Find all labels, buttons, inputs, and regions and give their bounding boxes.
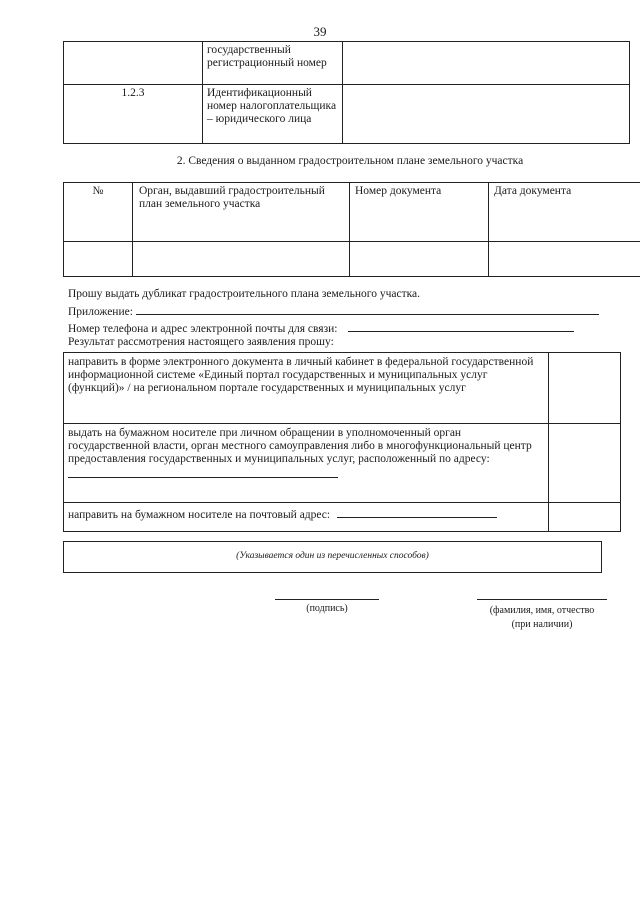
- row-number: 1.2.3: [64, 85, 203, 144]
- signature-label: (подпись): [306, 603, 348, 614]
- option-postal-text: направить на бумажном носителе на почтовый адрес:: [68, 509, 331, 521]
- cell-issuing-body[interactable]: [133, 242, 350, 277]
- attachment-label: Приложение:: [68, 306, 133, 318]
- page-number: 39: [313, 24, 327, 39]
- table-row: [64, 242, 640, 277]
- option-electronic-checkbox[interactable]: [549, 353, 621, 424]
- option-electronic-text: направить в форме электронного документа в личный кабинет в федеральной государственной информационной системе «Единый портал государственных и муниципальных услуг (функций)» / на региональном портале государственных и муниципальных услуг: [64, 353, 549, 424]
- row-label: государственный регистрационный номер: [203, 42, 343, 85]
- option-in-person-checkbox[interactable]: [549, 424, 621, 503]
- option-row: [64, 353, 621, 424]
- contacts-row: [68, 320, 574, 336]
- attachment-field[interactable]: [136, 303, 599, 315]
- header-number: №: [64, 183, 133, 242]
- postal-address-field[interactable]: [337, 506, 497, 518]
- row-value[interactable]: [343, 85, 630, 144]
- cell-document-number[interactable]: [350, 242, 489, 277]
- option-row: [64, 424, 621, 503]
- attachment-row: [68, 303, 599, 319]
- header-document-date: Дата документа: [489, 183, 640, 242]
- method-note: (Указывается один из перечисленных способов): [236, 551, 429, 561]
- option-row: [64, 503, 621, 532]
- result-options-table: [63, 352, 621, 532]
- header-issuing-body: Орган, выдавший градостроительный план земельного участка: [133, 183, 350, 242]
- row-value[interactable]: [343, 42, 630, 85]
- cell-document-date[interactable]: [489, 242, 640, 277]
- result-label: Результат рассмотрения настоящего заявления прошу:: [68, 336, 334, 348]
- option-postal-checkbox[interactable]: [549, 503, 621, 532]
- urban-plan-table: [63, 182, 640, 277]
- organization-details-table: [63, 41, 630, 144]
- table-row: [64, 42, 630, 85]
- section-2-title: 2. Сведения о выданном градостроительном плане земельного участка: [176, 155, 524, 167]
- header-document-number: Номер документа: [350, 183, 489, 242]
- option-in-person-text: выдать на бумажном носителе при личном обращении в уполномоченный орган государственной власти, орган местного самоуправления либо в многофункциональный центр предоставления государственных и муниципальных услуг, расположенный по адресу:: [68, 427, 532, 465]
- request-line: Прошу выдать дубликат градостроительного плана земельного участка.: [68, 288, 420, 300]
- option-postal-cell: [64, 503, 549, 532]
- full-name-label-note: (при наличии): [511, 619, 573, 630]
- row-label: Идентификационный номер налогоплательщика – юридического лица: [203, 85, 343, 144]
- full-name-line[interactable]: [477, 599, 607, 600]
- contacts-label: Номер телефона и адрес электронной почты для связи:: [68, 323, 338, 335]
- full-name-label: (фамилия, имя, отчество: [489, 605, 595, 616]
- cell-number[interactable]: [64, 242, 133, 277]
- contacts-field[interactable]: [348, 320, 574, 332]
- table-header-row: [64, 183, 640, 242]
- in-person-address-field[interactable]: [68, 466, 338, 478]
- option-in-person-cell: [64, 424, 549, 503]
- row-number: [64, 42, 203, 85]
- table-row: [64, 85, 630, 144]
- signature-line[interactable]: [275, 599, 379, 600]
